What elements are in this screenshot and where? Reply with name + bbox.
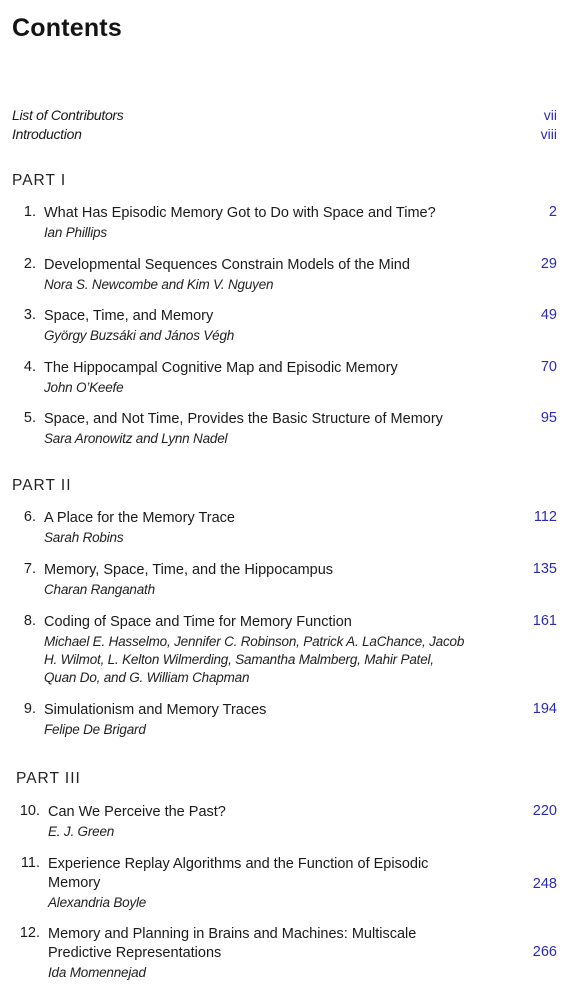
chapter-title[interactable]: Space, Time, and Memory (44, 308, 214, 324)
part-heading: PART II (12, 477, 72, 494)
chapter-page-link[interactable]: 95 (540, 410, 557, 426)
chapter-authors-line: Michael E. Hasselmo, Jennifer C. Robinson, Patrick A. LaChance, Jacob (44, 634, 465, 649)
chapter-page-link[interactable]: 135 (532, 561, 557, 577)
chapter-page-link[interactable]: 70 (540, 359, 557, 375)
chapter-number: 11. (20, 855, 40, 871)
chapter-authors: Sara Aronowitz and Lynn Nadel (44, 431, 228, 446)
chapter-authors-line: H. Wilmot, L. Kelton Wilmerding, Samantha Malmberg, Mahir Patel, (44, 652, 434, 667)
chapter-title[interactable]: Developmental Sequences Constrain Models of the Mind (44, 257, 410, 273)
chapter-number: 7. (23, 561, 36, 577)
chapter-page-link[interactable]: 161 (532, 613, 557, 629)
chapter-number: 5. (23, 410, 36, 426)
chapter-title[interactable]: A Place for the Memory Trace (44, 510, 235, 526)
front-item-page-link[interactable]: viii (540, 126, 557, 142)
chapter-authors: E. J. Green (48, 824, 115, 839)
chapter-number: 6. (23, 509, 36, 525)
chapter-authors: Charan Ranganath (44, 582, 155, 597)
chapter-number: 12. (19, 925, 40, 941)
chapter-page-link[interactable]: 29 (540, 256, 557, 272)
front-item-page-link[interactable]: vii (543, 107, 557, 123)
chapter-title-line[interactable]: Predictive Representations (48, 945, 222, 961)
chapter-title[interactable]: Can We Perceive the Past? (48, 804, 226, 820)
chapter-title-line[interactable]: Memory (48, 875, 101, 891)
front-item-title: Introduction (12, 126, 82, 142)
chapter-page-link[interactable]: 112 (533, 509, 557, 525)
chapter-title[interactable]: The Hippocampal Cognitive Map and Episodic Memory (44, 360, 398, 376)
chapter-page-link[interactable]: 2 (548, 204, 557, 220)
chapter-authors: Ida Momennejad (48, 965, 146, 980)
chapter-number: 9. (23, 701, 36, 717)
chapter-title[interactable]: What Has Episodic Memory Got to Do with Space and Time? (44, 205, 436, 221)
chapter-number: 4. (23, 359, 36, 375)
chapter-authors: György Buzsáki and János Végh (44, 328, 235, 343)
chapter-authors-line: Quan Do, and G. William Chapman (44, 670, 250, 685)
chapter-authors: Ian Phillips (44, 225, 107, 240)
chapter-number: 8. (23, 613, 36, 629)
chapter-authors: John O’Keefe (44, 380, 124, 395)
chapter-title-line[interactable]: Experience Replay Algorithms and the Function of Episodic (48, 856, 429, 872)
chapter-page-link[interactable]: 266 (532, 944, 557, 960)
toc-front-item[interactable] (12, 107, 557, 125)
chapter-page-link[interactable]: 49 (540, 307, 557, 323)
chapter-number: 3. (23, 307, 36, 323)
front-item-title: List of Contributors (12, 107, 124, 123)
chapter-title[interactable]: Coding of Space and Time for Memory Function (44, 614, 352, 630)
chapter-title[interactable]: Simulationism and Memory Traces (44, 702, 267, 718)
chapter-authors: Felipe De Brigard (44, 722, 146, 737)
chapter-number: 10. (19, 803, 40, 819)
chapter-title-line[interactable]: Memory and Planning in Brains and Machines: Multiscale (48, 926, 417, 942)
chapter-title[interactable]: Space, and Not Time, Provides the Basic Structure of Memory (44, 411, 443, 427)
chapter-number: 1. (23, 204, 36, 220)
chapter-page-link[interactable]: 220 (532, 803, 557, 819)
chapter-authors: Nora S. Newcombe and Kim V. Nguyen (44, 277, 274, 292)
chapter-page-link[interactable]: 194 (532, 701, 557, 717)
chapter-authors: Sarah Robins (44, 530, 124, 545)
chapter-number: 2. (23, 256, 36, 272)
chapter-authors: Alexandria Boyle (48, 895, 147, 910)
chapter-title[interactable]: Memory, Space, Time, and the Hippocampus (44, 562, 334, 578)
toc-front-item[interactable] (12, 126, 557, 144)
part-heading: PART III (16, 770, 81, 787)
chapter-page-link[interactable]: 248 (532, 876, 557, 892)
part-heading: PART I (12, 172, 67, 189)
page-title: Contents (12, 14, 122, 42)
